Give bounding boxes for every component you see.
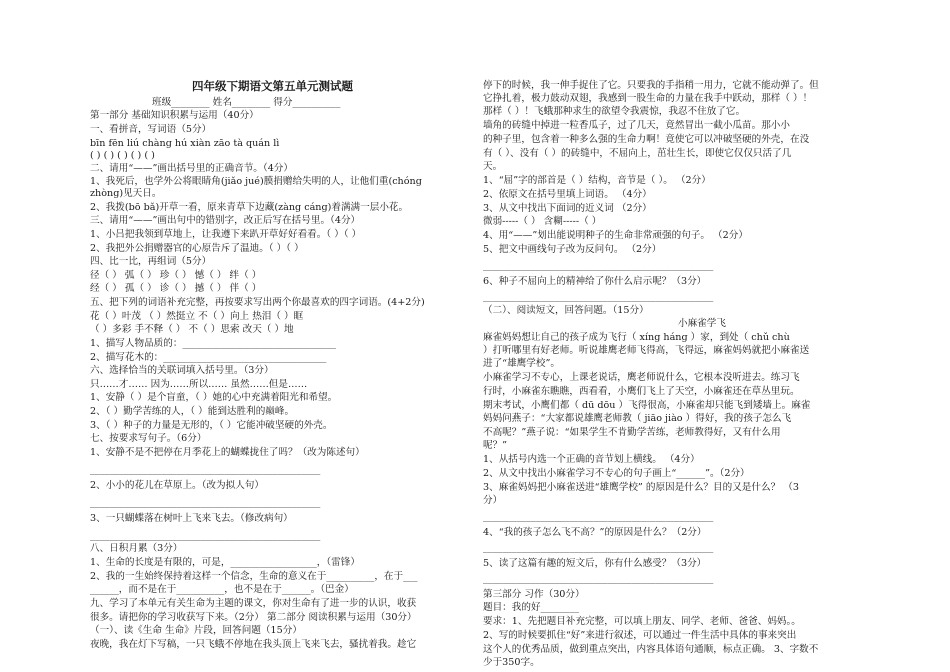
right-text-line: 3、麻雀妈妈把小麻雀送进“雄鹰学校” 的原因是什么？目的又是什么？ （3 (483, 482, 799, 493)
left-text-line: 二、请用“——”画出括号里的正确音节。（4分） (90, 163, 293, 174)
left-text-line: 一、看拼音，写词语（5分） (90, 124, 212, 135)
left-text-line: （一）、读《生命 生命》片段，回答问题（15分） (90, 625, 302, 636)
left-text-line: 花（ ）叶茂 （ ）然挺立 不（ ）向上 热泪（ ）眶 (90, 311, 304, 322)
right-text-line: 进了“雄鹰学校”。 (483, 358, 560, 369)
right-text-line: 1、从括号内选一个正确的音节划上横线。 （4分） (483, 454, 700, 465)
right-text-line: 2、依原文在括号里填上词语。 （4分） (483, 189, 652, 200)
right-text-line: 5、把文中画线句子改为反问句。 （2分） (483, 244, 662, 255)
left-text-line: ( ) ( ) ( ) ( ) ( ) (90, 150, 155, 161)
right-text-line: 它挣扎着，极力鼓动双翅，我感到一股生命的力量在我手中跃动，那样（ ）！ (483, 93, 813, 104)
right-text-line: 的种子里，包含着一种多么强的生命力啊！竟使它可以冲破坚硬的外壳，在没 (483, 134, 810, 145)
right-text-line: 3、从文中找出下面词的近义词 （2分） (483, 203, 652, 214)
left-text-line: 八、日积月累（3分） (90, 543, 183, 554)
right-text-line: 第三部分 习作（30分） (483, 589, 585, 600)
left-text-line: 三、请用“——”画出句中的错别字，改正后写在括号里。（4分） (90, 215, 361, 226)
left-text-line: 2、小小的花儿在草原上。（改为拟人句） (90, 480, 264, 491)
left-text-line: 2、我拨(bō bǎ)开草一看，原来青草下边藏(zàng cáng)着满满一层小花。 (90, 202, 409, 213)
right-text-line: 这个人的优秀品质，做到重点突出，内容具体语句通顺，标点正确。 3、字数不 (483, 644, 819, 655)
right-text-line: 那样（ ）！飞蛾那种求生的欲望令我震惊，我忍不住放了它。 (483, 106, 746, 117)
left-text-line: ______，而不是在于__________，也不是在于______。（巴金） (90, 584, 354, 595)
right-text-line: 小麻雀学飞 (678, 318, 726, 329)
left-text-line: 2、描写花木的：__________________________________ (90, 352, 327, 363)
right-text-line: 期末考试，小鹰们都（ dū dōu ）飞得很高，小麻雀却只能飞到矮墙上。麻雀 (483, 400, 811, 411)
right-text-line: 5、读了这篇有趣的短文后，你有什么感受？（3分） (483, 558, 707, 569)
right-text-line: 有（ ）、没有（ ）的砖缝中，不屈向上，茁壮生长，即使它仅仅只活了几 (483, 148, 792, 159)
right-text-line: 4、用“——”划出能说明种子的生命非常顽强的句子。 （2分） (483, 230, 748, 241)
right-text-line: 呢？” (483, 440, 508, 451)
left-text-line: 四年级下期语文第五单元测试题 (192, 79, 353, 93)
left-text-line: 1、安静不是不把停在月季花上的蝴蝶拢住了吗？（改为陈述句） (90, 447, 365, 458)
left-text-line: 1、我死后，也学外公将眼睛角(jiǎo jué)膜捐赠给失明的人，让他们重(chóng (90, 176, 422, 187)
left-text-line: 夜晚，我在灯下写稿，一只飞蛾不停地在我头顶上飞来飞去，骚扰着我。趁它 (90, 639, 417, 650)
right-text-line: ________________________________________________ (483, 542, 714, 553)
right-text-line: 6、种子不屈向上的精神给了你什么启示呢？（3分） (483, 276, 707, 287)
left-text-line: 四、比一比，再组词（5分） (90, 256, 212, 267)
right-text-line: 不高呢？”燕子说：“如果学生不肯勤学苦练，老师教得好，又有什么用 (483, 427, 781, 438)
left-text-line: ________________________________________________ (90, 464, 321, 475)
left-text-line: zhòng)见天日。 (90, 188, 162, 199)
right-text-line: 要求：1、先把题目补充完整，可以填上朋友、同学、老师、爸爸、妈妈。。 (483, 616, 801, 627)
right-text-line: 题目：我的好________ (483, 602, 579, 613)
left-text-line: 经（ ） 孤（ ） 诊（ ） 撼（ ） 伴（ ） (90, 283, 262, 294)
left-text-line: 九、学习了本单元有关生命为主题的课文，你对生命有了进一步的认识，收获 (90, 598, 417, 609)
right-text-line: ________________________________________________ (483, 573, 714, 584)
right-text-line: 小麻雀学习不专心，上课老说话，鹰老师说什么，它根本没听进去。练习飞 (483, 372, 800, 383)
left-text-line: 1、小吕把我领到草地上，让我遵下来趴开草好好看看。（ ）（ ） (90, 229, 362, 240)
left-text-line: ________________________________________________ (90, 530, 321, 541)
right-text-line: 妈妈问燕子：“大家都说雄鹰老师教（ jiāo jiào ）得好，我的孩子怎么飞 (483, 413, 792, 424)
right-text-line: ________________________________________________ (483, 260, 714, 271)
left-text-line: 2、我把外公捐赠器官的心原告斥了温迪。（ ）（ ） (90, 243, 304, 254)
left-text-line: 第一部分 基础知识积累与运用（40分） (90, 110, 259, 121)
right-text-line: 行时，小麻雀东瞧瞧，西看看，小鹰们飞上了天空，小麻雀还在草丛里玩。 (483, 386, 800, 397)
left-text-line: 径（ ） 弧（ ） 珍（ ） 憾（ ） 绊（ ） (90, 270, 262, 281)
right-text-line: 停下的时候，我一伸手捉住了它。只要我的手指稍一用力，它就不能动弹了。但 (483, 80, 819, 91)
left-text-line: 1、描写人物品质的：________________________________ (90, 338, 336, 349)
left-text-line: 2、我的一生始终保持着这样一个信念，生命的意义在于__________，在于___ (90, 571, 418, 582)
left-text-line: ________________________________________________ (90, 497, 321, 508)
left-text-line: 五、把下列的词语补充完整，再按要求写出两个你最喜欢的四字词语。(4+2分) (90, 297, 425, 308)
right-text-line: 微弱-----（ ） 含糊-----（ ） (483, 216, 602, 227)
left-text-line: 只……才…… 因为……所以…… 虽然……但是…… (90, 379, 308, 390)
left-text-line: 很多。请把你的学习收获写下来。（2分） 第二部分 阅读积累与运用（30分） (90, 612, 417, 623)
left-text-line: 1、安静（ ）是个盲童，（ ）她的心中充满着阳光和希望。 (90, 392, 338, 403)
right-text-line: 天。 (483, 161, 503, 172)
right-text-line: ）打听哪里有好老师。听说雄鹰老师飞得高，飞得远，麻雀妈妈就把小麻雀送 (483, 345, 810, 356)
left-text-line: 七、按要求写句子。（6分） (90, 433, 207, 444)
right-text-line: 1、“屈”字的部首是（ ）结构，音节是（ ）。 （2分） (483, 175, 711, 186)
left-text-line: 3、（ ）种子的力量是无形的，（ ）它能冲破坚硬的外壳。 (90, 420, 333, 431)
right-text-line: 墙角的砖缝中掉进一粒香瓜子，过了几天，竟然冒出一截小瓜苗。那小小 (483, 120, 790, 131)
left-text-line: 3、一只蝴蝶落在树叶上飞来飞去。（修改病句） (90, 513, 293, 524)
left-text-line: 1、生命的长度是有限的，可是，__________________，（雷锋） (90, 557, 360, 568)
left-text-line: 六、选择恰当的关联词填入括号里。（3分） (90, 365, 274, 376)
left-text-line: bīn fēn liú chàng hú xiàn zāo tà quán lì (90, 138, 280, 149)
left-text-line: （ ）多彩 手不释（ ） 不（ ）思索 改天（ ）地 (90, 324, 294, 335)
right-text-line: 分） (483, 495, 503, 506)
right-text-line: （二）、阅读短文，回答问题。（15分） (483, 305, 649, 316)
right-text-line: ________________________________________________ (483, 511, 714, 522)
right-text-line: 4、“我的孩子怎么飞不高？”的原因是什么？（2分） (483, 527, 707, 538)
right-text-line: 2、写的时候要抓住“好”来进行叙述，可以通过一件生活中具体的事来突出 (483, 630, 797, 641)
left-text-line: 2、（ ）勤学苦练的人，（ ）能到达胜利的巅峰。 (90, 406, 295, 417)
left-text-line: 班级________ 姓名________ 得分__________ (152, 97, 341, 108)
right-text-line: 麻雀妈妈想让自己的孩子成为飞行（ xíng háng ）家，到处（ chǔ chù (483, 332, 790, 343)
right-text-line: ________________________________________________ (483, 291, 714, 302)
right-text-line: 少于350字。 (483, 657, 540, 668)
right-text-line: 2、从文中找出小麻雀学习不专心的句子画上“______”。（2分） (483, 468, 750, 479)
